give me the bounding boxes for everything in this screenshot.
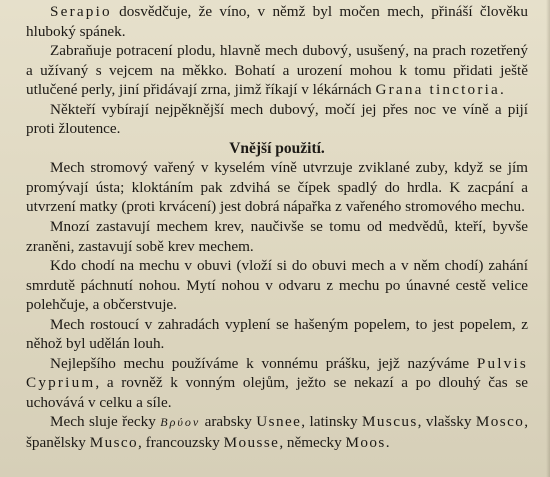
paragraph-vonny-prasek <box>26 354 528 413</box>
name-latin: Muscus <box>362 413 418 431</box>
names-intro: Mech sluje řecky <box>50 413 161 431</box>
paragraph-serapio <box>26 2 528 41</box>
paragraph-potraceni <box>26 41 528 100</box>
term-pulvis-cyprium: Pulvis Cyprium <box>26 354 528 392</box>
paragraph-potraceni-end: . <box>499 81 504 99</box>
name-italian: Mosco <box>475 413 525 431</box>
name-serapio: Serapio <box>50 3 112 20</box>
page-edge-shadow <box>546 0 550 477</box>
names-german-label: , německy <box>279 434 346 452</box>
section-heading: Vnější použití. <box>229 139 325 157</box>
name-greek: Βρύον <box>160 415 201 430</box>
names-french-label: , francouzsky <box>138 434 224 452</box>
paragraph-vonny-prasek-text: Nejlepšího mechu používáme k vonnému prášku, jejž nazýváme <box>50 354 477 372</box>
names-arabic-label: arabsky <box>200 413 257 431</box>
paragraph-zahrady: Mech rostoucí v zahradách vyplení se hašeným popelem, to jest popelem, z něhož byl udělán louh. <box>26 315 528 353</box>
names-end: . <box>385 434 390 452</box>
paragraph-nazvy <box>26 412 528 452</box>
paragraph-potraceni-text: Zabraňuje potracení plodu, hlavně mech dubový, usušený, na prach rozetřený a užívaný s vejcem na měkko. Bohatí a urození mohou k tomu přidati ještě utlučené perly, jiní přidávají zrna, jimž říkají v lékárnách <box>26 42 528 99</box>
paragraph-zuby: Mech stromový vařený v kyselém víně utvrzuje zviklané zuby, když se jím promývají ústa; kloktáním pak zdvihá se čípek spadlý do hrdla. K zacpání a utvrzení matky (proti krvácení) jest dobrá nápařka z vařeného stromového mechu. <box>26 159 528 216</box>
paragraph-vonny-prasek-end: , a rovněž k vonným olejům, ježto se nekazí a po dlouhý čas se uchovává v celku a síle. <box>26 374 528 411</box>
name-spanish: Musco <box>89 434 139 452</box>
paragraph-krev: Mnozí zastavují mechem krev, naučivše se tomu od medvědů, kteří, byvše zraněni, zastavují sobě krev mechem. <box>26 218 528 255</box>
term-grana-tinctoria: Grana tinctoria <box>375 81 500 99</box>
paragraph-zloutenka: Někteří vybírají nejpěknější mech dubový, močí jej přes noc ve víně a pijí proti žloutence. <box>26 100 528 138</box>
names-spanish-label: , španělsky <box>26 413 529 452</box>
paragraph-obuv: Kdo chodí na mechu v obuvi (vloží si do obuvi mech a v něm chodí) zahání smrdutě páchnutí nohou. Mytí nohou v odvaru z mechu po únavné cestě velice polehčuje, a občerstvuje. <box>26 257 528 314</box>
paragraph-serapio-text: dosvědčuje, že víno, v němž byl močen mech, přináší člověku hluboký spánek. <box>26 3 528 40</box>
name-german: Moos <box>345 434 386 452</box>
names-italian-label: , vlašsky <box>417 413 476 431</box>
name-french: Mousse <box>223 434 280 452</box>
names-latin-label: , latinsky <box>301 413 363 431</box>
name-arabic: Usnee <box>256 413 302 431</box>
